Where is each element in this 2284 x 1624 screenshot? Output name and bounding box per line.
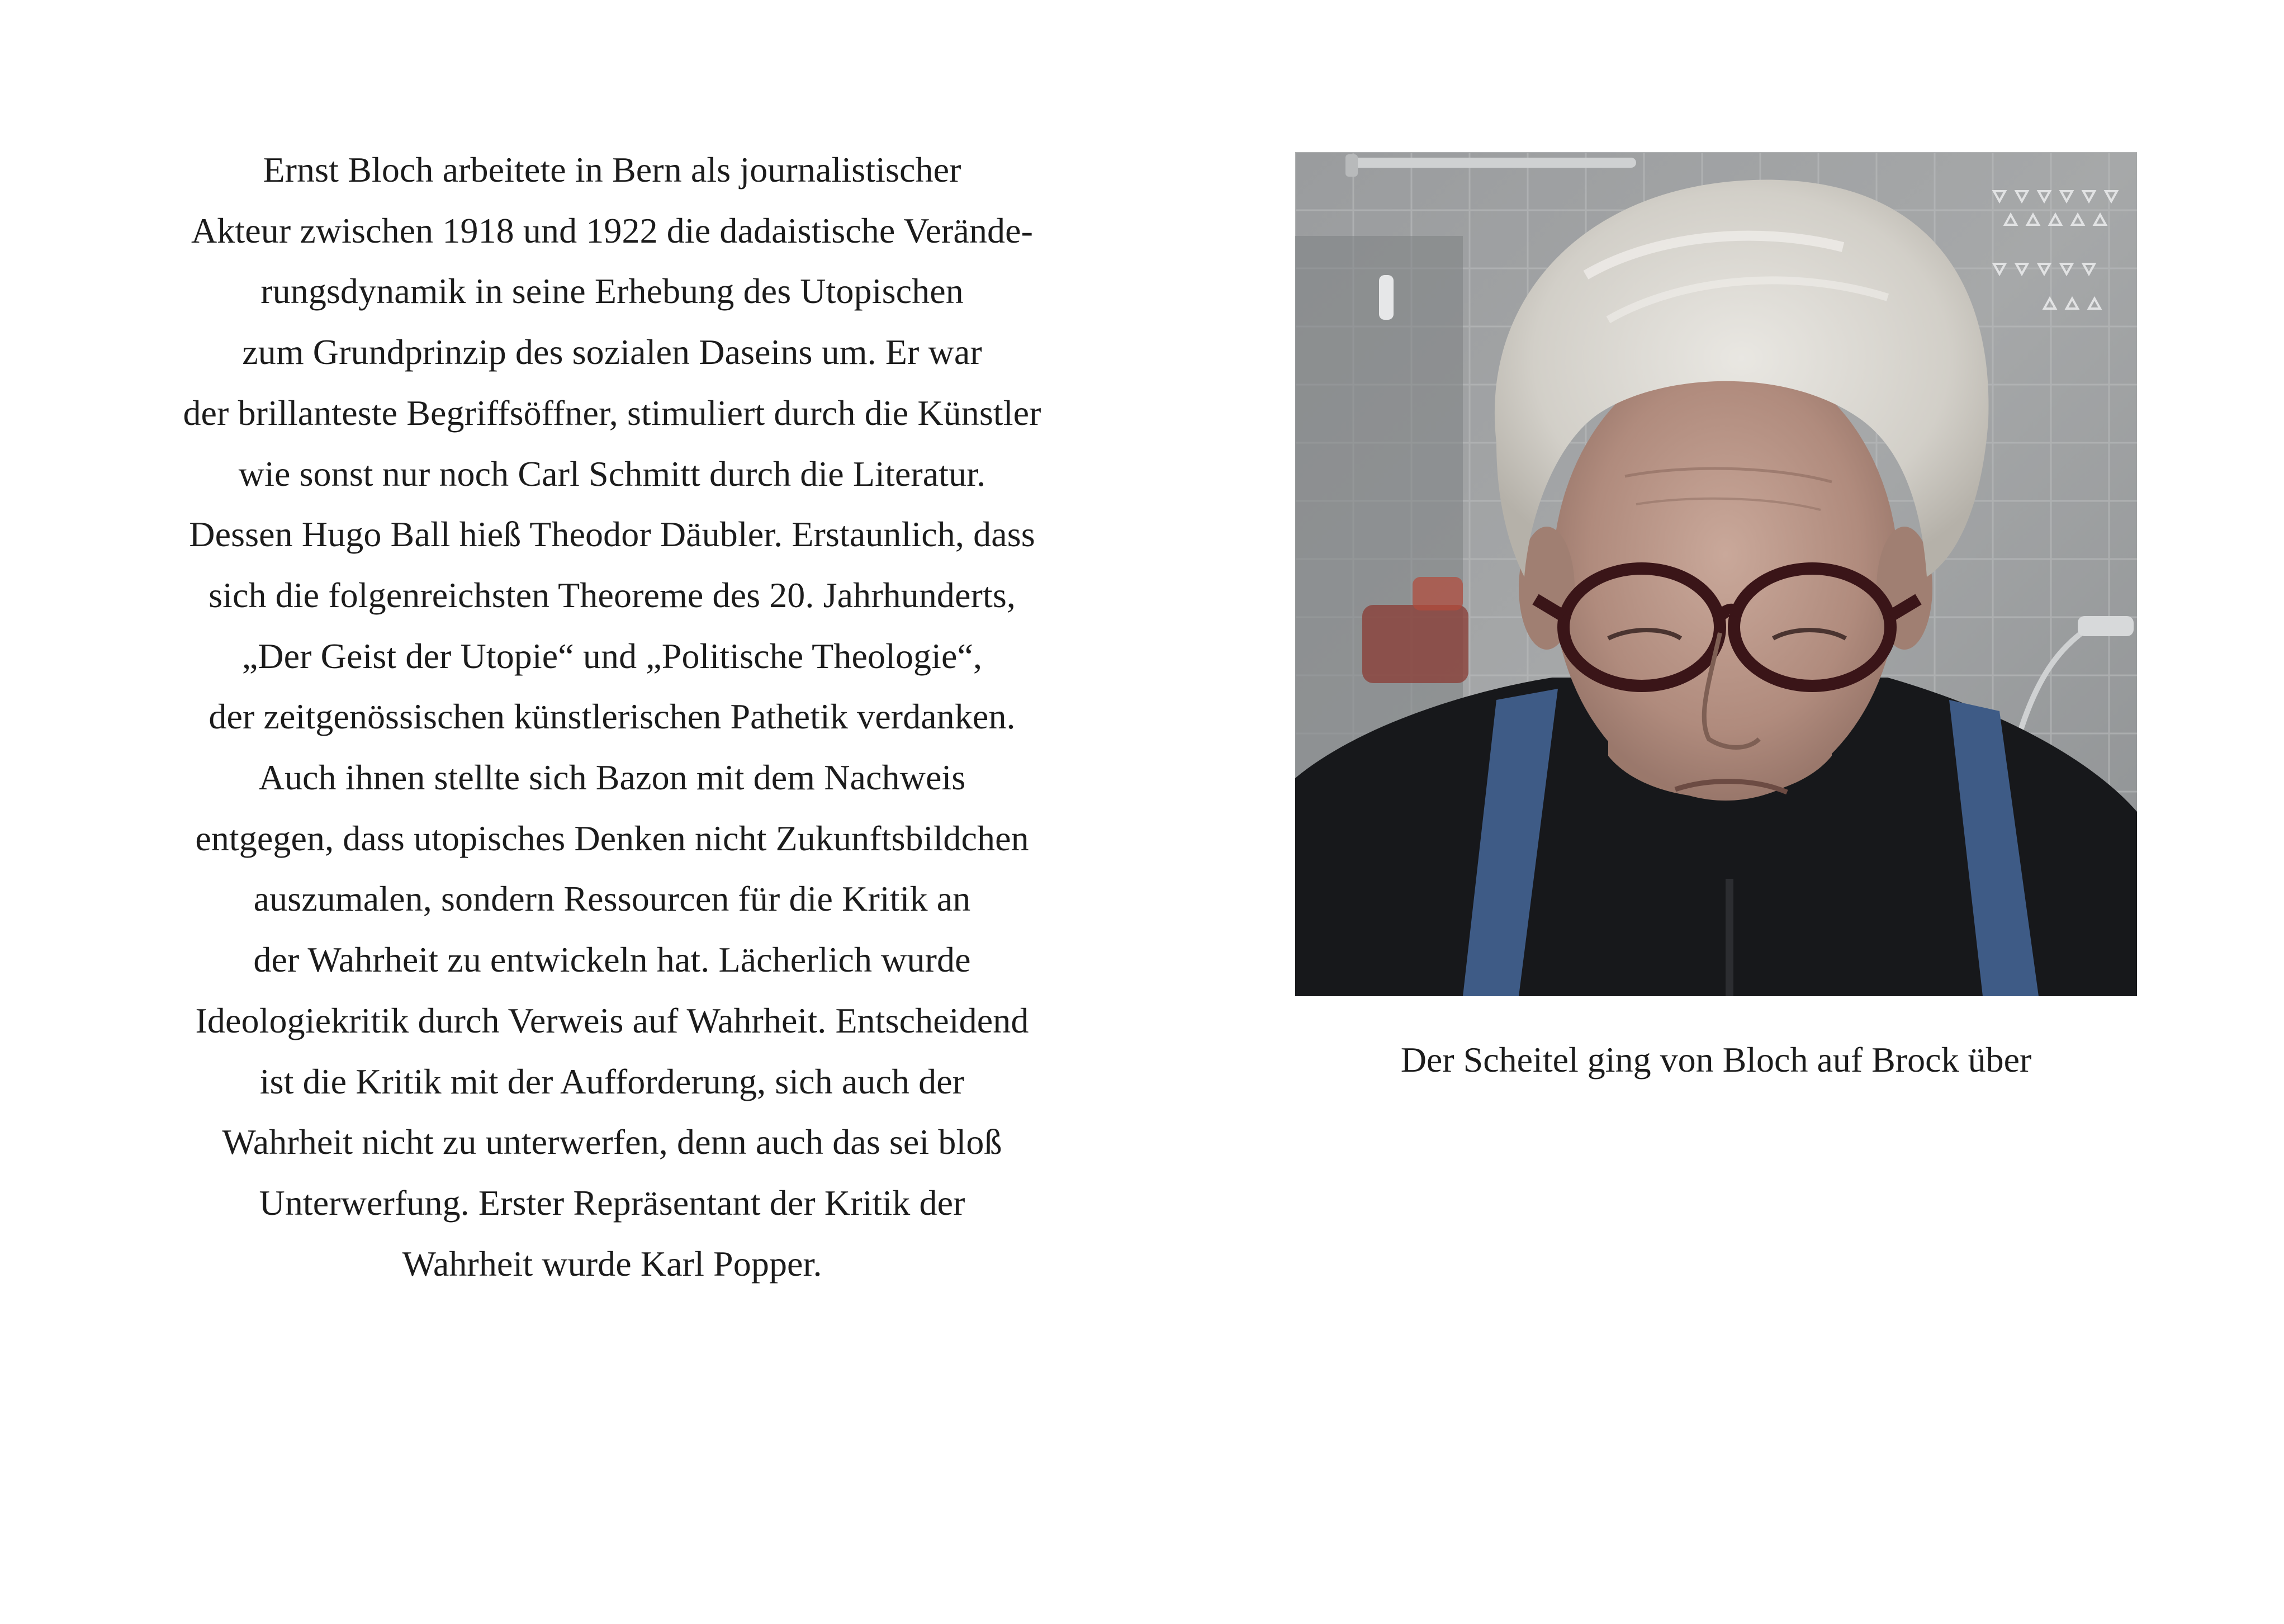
text-line: Ernst Bloch arbeitete in Bern als journalistischer (263, 150, 961, 190)
text-line: der brillanteste Begriffsöffner, stimuliert durch die Künstler (183, 392, 1041, 433)
text-line: „Der Geist der Utopie“ und „Politische Theologie“, (241, 636, 983, 676)
text-line: auszumalen, sondern Ressourcen für die Kritik an (253, 879, 971, 919)
text-line: Dessen Hugo Ball hieß Theodor Däubler. Erstaunlich, dass (189, 514, 1035, 555)
portrait-photo (1295, 152, 2137, 996)
photo-caption: Der Scheitel ging von Bloch auf Brock über (1400, 1040, 2032, 1079)
text-line: Ideologiekritik durch Verweis auf Wahrheit. Entscheidend (195, 1000, 1029, 1040)
text-line: wie sonst nur noch Carl Schmitt durch die Literatur. (238, 453, 986, 494)
text-line: ist die Kritik mit der Aufforderung, sich auch der (259, 1061, 965, 1101)
text-line: der zeitgenössischen künstlerischen Pathetik verdanken. (209, 697, 1016, 737)
text-line: der Wahrheit zu entwickeln hat. Lächerlich wurde (253, 940, 971, 980)
text-line: rungsdynamik in seine Erhebung des Utopischen (260, 271, 964, 311)
text-line: entgegen, dass utopisches Denken nicht Zukunftsbildchen (195, 818, 1029, 858)
text-line: Wahrheit nicht zu unterwerfen, denn auch das sei bloß (222, 1122, 1002, 1162)
body-text (89, 140, 1135, 1294)
text-line: sich die folgenreichsten Theoreme des 20. Jahrhunderts, (209, 575, 1016, 615)
text-line: Wahrheit wurde Karl Popper. (402, 1243, 822, 1284)
text-line: zum Grundprinzip des sozialen Daseins um. Er war (242, 332, 982, 372)
text-line: Unterwerfung. Erster Repräsentant der Kritik der (259, 1182, 965, 1223)
portrait-illustration (1295, 152, 2137, 996)
text-line: Auch ihnen stellte sich Bazon mit dem Nachweis (258, 757, 966, 798)
text-line: Akteur zwischen 1918 und 1922 die dadaistische Verände- (191, 210, 1034, 250)
